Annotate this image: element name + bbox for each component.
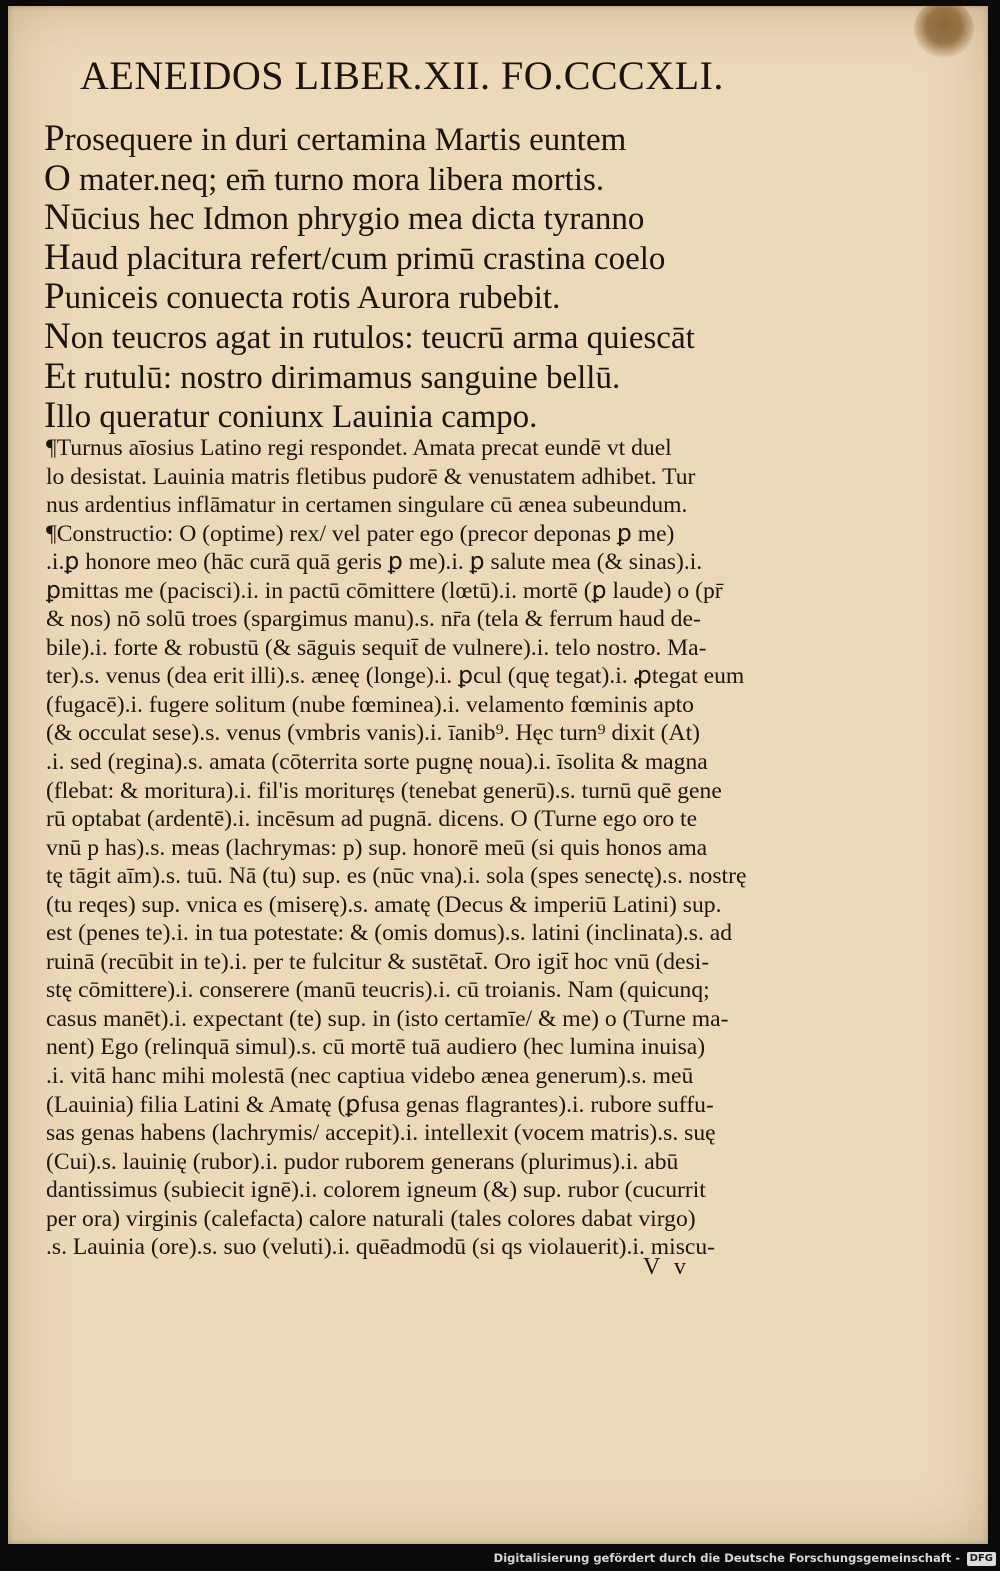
commentary-line: dantissimus (subiecit ignē).i. colorem igneum (&) sup. rubor (cucurrit: [46, 1177, 706, 1204]
verse-line: Prosequere in duri certamina Martis euntem: [44, 118, 627, 159]
commentary-line: .i. vitā hanc mihi molestā (nec captiua videbo ænea generum).s. meū: [46, 1063, 694, 1090]
commentary-line: nus ardentius inflāmatur in certamen singulare cū ænea subeundum.: [46, 492, 688, 519]
verse-line: Puniceis conuecta rotis Aurora rubebit.: [44, 276, 561, 318]
commentary-line: .s. Lauinia (ore).s. suo (veluti).i. quēadmodū (si qs violauerit).i. miscu-: [46, 1234, 716, 1261]
book-page: [8, 6, 988, 1544]
commentary-line: (& occulat sese).s. venus (vmbris vanis).i. īanib⁹. Hęc turn⁹ dixit (At): [46, 720, 700, 747]
commentary-line: ꝑmittas me (pacisci).i. in pactū cōmittere (lœtū).i. mortē (ꝑ laude) o (pr̄: [46, 577, 723, 604]
commentary-line: ¶Turnus aīosius Latino regi respondet. Amata precat eundē vt duel: [46, 435, 672, 461]
commentary-line: (Cui).s. lauinię (rubor).i. pudor ruborem generans (plurimus).i. abū: [46, 1148, 679, 1175]
commentary-line: sas genas habens (lachrymis/ accepit).i. intellexit (vocem matris).s. suę: [46, 1120, 716, 1147]
commentary-line: est (penes te).i. in tua potestate: & (omis domus).s. latini (inclinata).s. ad: [46, 920, 733, 947]
running-header: AENEIDOS LIBER.XII. FO.CCCXLI.: [80, 53, 724, 98]
commentary-line: per ora) virginis (calefacta) calore naturali (tales colores dabat virgo): [46, 1205, 696, 1232]
verse-line: Haud placitura refert/cum primū crastina coelo: [44, 236, 666, 278]
commentary-line: .i. sed (regina).s. amata (cōterrita sorte pugnę noua).i. īsolita & magna: [46, 749, 708, 776]
commentary-line: vnū p has).s. meas (lachrymas: p) sup. honorē meū (si quis honos ama: [46, 834, 708, 861]
commentary-line: tę tāgit aīm).s. tuū. Nā (tu) sup. es (nūc vna).i. sola (spes senectę).s. nostrę: [46, 863, 747, 890]
commentary-line: & nos) nō solū troes (spargimus manu).s. nr̄a (tela & ferrum haud de-: [46, 606, 701, 633]
dfg-logo-badge: DFG: [967, 1552, 996, 1566]
verse-line: Nūcius hec Idmon phrygio mea dicta tyranno: [44, 197, 645, 239]
commentary-line: rū optabat (ardentē).i. incēsum ad pugnā. dicens. O (Turne ego oro te: [46, 806, 698, 833]
commentary-line: nent) Ego (relinquā simul).s. cū mortē tuā audiero (hec lumina inuisa): [46, 1034, 706, 1061]
footer-credit: Digitalisierung gefördert durch die Deutsche Forschungsgemeinschaft -: [493, 1551, 960, 1565]
verse-block: [44, 120, 964, 437]
commentary-line: ¶Constructio: O (optime) rex/ vel pater ego (precor deponas ꝑ me): [46, 520, 675, 547]
commentary-line: (tu reqes) sup. vnica es (miserę).s. amatę (Decus & imperiū Latini) sup.: [46, 891, 722, 918]
verse-line: Non teucros agat in rutulos: teucrū arma quiescāt: [44, 315, 695, 357]
commentary-line: (flebat: & moritura).i. fil'is morituręs (tenebat generū).s. turnū quē gene: [46, 777, 722, 804]
commentary-line: casus manēt).i. expectant (te) sup. in (isto certamīe/ & me) o (Turne ma-: [46, 1005, 729, 1032]
verse-line: Illo queratur coniunx Lauinia campo.: [44, 395, 538, 437]
page-stain: [914, 6, 974, 58]
commentary-line: ruinā (recūbit in te).i. per te fulcitur & sustētat̄. Oro igit̄ hoc vnū (desi-: [46, 948, 710, 975]
verse-line: O mater.neq; em̄ turno mora libera mortis.: [44, 157, 605, 199]
commentary-line: ter).s. venus (dea erit illi).s. æneę (longe).i. ꝑcul (quę tegat).i. ꝓtegat eum: [46, 663, 745, 690]
commentary-line: lo desistat. Lauinia matris fletibus pudorē & venustatem adhibet. Tur: [46, 463, 696, 490]
commentary-line: (Lauinia) filia Latini & Amatę (ꝑfusa genas flagrantes).i. rubore suffu-: [46, 1091, 714, 1118]
signature-mark: V v: [643, 1254, 690, 1280]
verse-line: Et rutulū: nostro dirimamus sanguine bellū.: [44, 355, 621, 397]
commentary-line: (fugacē).i. fugere solitum (nube fœminea).i. velamento fœminis apto: [46, 691, 694, 718]
commentary-line: stę cōmittere).i. conserere (manū teucris).i. cū troianis. Nam (quicunq;: [46, 977, 710, 1004]
commentary-line: bile).i. forte & robustū (& sāguis sequit̄ de vulnere).i. telo nostro. Ma-: [46, 634, 707, 661]
commentary-block: [46, 434, 966, 1262]
commentary-line: .i.ꝑ honore meo (hāc curā quā geris ꝑ me).i. ꝑ salute mea (& sinas).i.: [46, 549, 703, 576]
footer-bar: [0, 1549, 1000, 1571]
